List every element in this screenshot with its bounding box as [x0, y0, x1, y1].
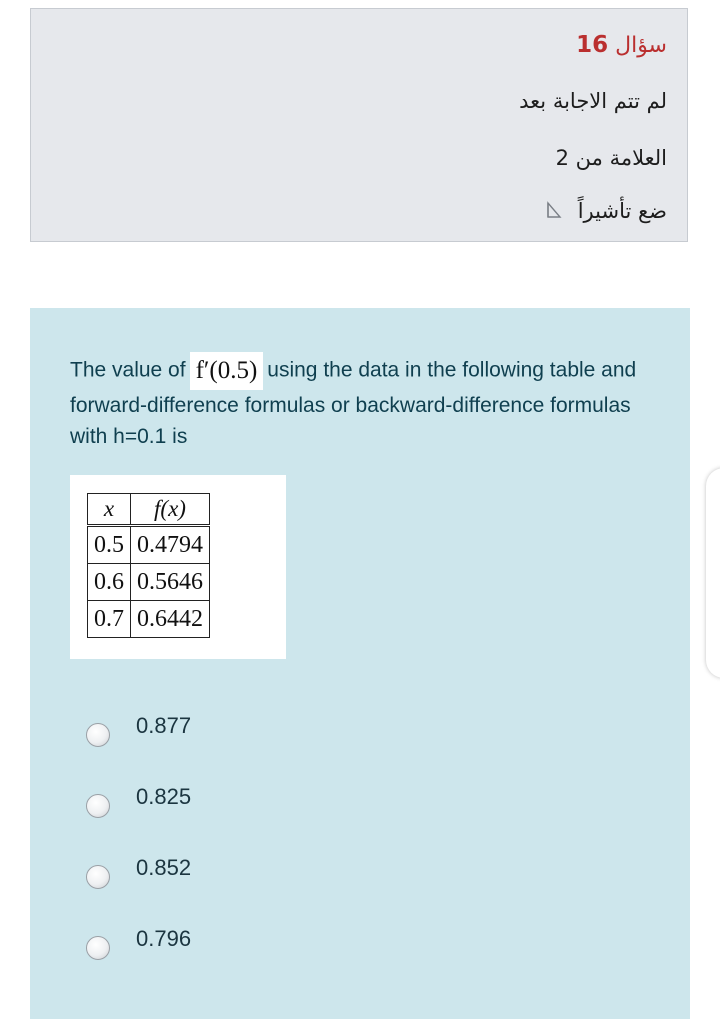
question-text-before: The value of [70, 358, 186, 382]
answer-radio[interactable] [86, 723, 110, 747]
answer-label: 0.877 [136, 713, 192, 738]
derivative-formula: f′(0.5) [190, 352, 264, 390]
table-cell: 0.6442 [131, 601, 210, 638]
question-text-after: using the data in the following table and forward-difference formulas or backward-difference formulas with h=0.1 is [70, 358, 637, 448]
answer-radio[interactable] [86, 794, 110, 818]
answer-label: 0.796 [136, 926, 192, 951]
question-content-panel [30, 308, 690, 1019]
flag-icon [545, 200, 563, 224]
data-table [87, 493, 210, 638]
question-title [31, 32, 687, 58]
answer-radio[interactable] [86, 865, 110, 889]
question-label: سؤال [615, 33, 667, 58]
table-row [88, 526, 210, 564]
table-row [88, 601, 210, 638]
answer-option-2[interactable] [86, 784, 386, 824]
question-grade: العلامة من 2 [555, 146, 667, 170]
side-drawer-tab[interactable] [706, 468, 720, 678]
answer-option-1[interactable] [86, 713, 386, 753]
question-status: لم تتم الاجابة بعد [519, 89, 667, 113]
answer-option-3[interactable] [86, 855, 386, 895]
question-text [70, 352, 650, 452]
answer-label: 0.825 [136, 784, 192, 809]
table-cell: 0.6 [88, 564, 131, 601]
table-cell: 0.4794 [131, 526, 210, 564]
table-cell: 0.7 [88, 601, 131, 638]
flag-question-button[interactable] [31, 199, 687, 224]
table-row [88, 564, 210, 601]
answer-radio[interactable] [86, 936, 110, 960]
table-header-x: x [88, 494, 131, 526]
table-header-fx: f(x) [131, 494, 210, 526]
question-number: 16 [576, 32, 609, 58]
question-info-panel [30, 8, 688, 242]
answer-label: 0.852 [136, 855, 192, 880]
table-cell: 0.5646 [131, 564, 210, 601]
table-cell: 0.5 [88, 526, 131, 564]
flag-label: ضع تأشيراً [577, 199, 667, 223]
answer-option-4[interactable] [86, 926, 386, 966]
data-table-image [70, 475, 286, 659]
